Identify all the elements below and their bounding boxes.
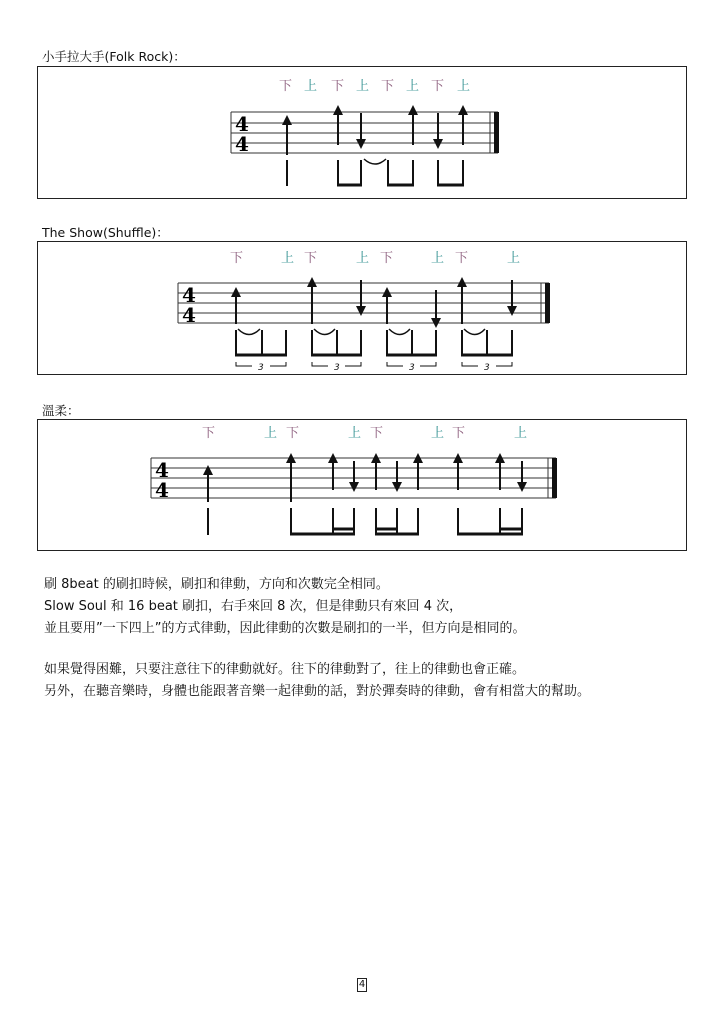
up-arrow: [495, 453, 505, 490]
strum-label: 下: [202, 426, 216, 441]
strum-label: 上: [348, 426, 362, 441]
text-line: 刷 8beat 的刷扣時候，刷扣和律動，方向和次數完全相同。: [44, 577, 389, 592]
strum-label: 下: [380, 251, 394, 266]
strum-label: 上: [431, 251, 445, 266]
strum-label: 上: [457, 79, 471, 94]
score-box-gentle: [37, 419, 687, 551]
strum-label: 下: [304, 251, 318, 266]
strum-label: 下: [381, 79, 395, 94]
explanation-paragraph-1: [44, 574, 525, 640]
triplet-notation: [235, 329, 513, 366]
strum-label: 下: [279, 79, 293, 94]
score-gentle: [38, 420, 688, 552]
strum-label: 上: [264, 426, 278, 441]
score-folk-rock: [38, 67, 688, 200]
strum-label: 上: [356, 251, 370, 266]
strum-label: 上: [304, 79, 318, 94]
text-line: 另外，在聽音樂時，身體也能跟著音樂一起律動的話，對於彈奏時的律動，會有相當大的幫助。: [44, 684, 591, 699]
time-sig-top: 4: [155, 458, 169, 482]
score-box-folk-rock: [37, 66, 687, 199]
section-title-folk-rock: 小手拉大手(Folk Rock)：: [42, 49, 186, 64]
strum-label: 上: [514, 426, 528, 441]
score-box-shuffle: [37, 241, 687, 375]
down-arrow: [356, 280, 366, 316]
up-arrow: [282, 115, 292, 155]
triplet-label: 3: [409, 363, 415, 373]
strum-label: 下: [370, 426, 384, 441]
section-title-gentle: 溫柔：: [42, 403, 80, 418]
strum-label: 下: [431, 79, 445, 94]
down-arrow: [507, 280, 517, 316]
strum-label: 下: [455, 251, 469, 266]
up-arrow: [458, 105, 468, 145]
down-arrow: [392, 461, 402, 492]
up-arrow: [371, 453, 381, 490]
triplet-label: 3: [484, 363, 490, 373]
strum-label: 下: [331, 79, 345, 94]
time-sig-bottom: 4: [155, 478, 169, 502]
time-sig-top: 4: [235, 112, 249, 136]
up-arrow: [203, 465, 213, 502]
rhythm-notation: [287, 159, 464, 186]
strum-label: 下: [452, 426, 466, 441]
explanation-paragraph-2: [44, 659, 590, 703]
up-arrow: [457, 277, 467, 324]
up-arrow: [413, 453, 423, 490]
strum-label: 上: [406, 79, 420, 94]
time-sig-top: 4: [182, 283, 196, 307]
time-sig-bottom: 4: [235, 132, 249, 156]
strum-label: 上: [281, 251, 295, 266]
section-title-shuffle: The Show(Shuffle)：: [42, 225, 169, 240]
text-line: Slow Soul 和 16 beat 刷扣，右手來回 8 次，但是律動只有來回 4 次，: [44, 599, 463, 614]
down-arrow: [356, 113, 366, 149]
strum-label: 上: [507, 251, 521, 266]
up-arrow: [328, 453, 338, 490]
strum-label: 上: [431, 426, 445, 441]
triplet-label: 3: [258, 363, 264, 373]
triplet-label: 3: [334, 363, 340, 373]
up-arrow: [453, 453, 463, 490]
time-sig-bottom: 4: [182, 303, 196, 327]
up-arrow: [333, 105, 343, 145]
strum-label: 下: [230, 251, 244, 266]
down-arrow: [349, 461, 359, 492]
strum-label: 下: [286, 426, 300, 441]
text-line: 並且要用”一下四上”的方式律動，因此律動的次數是刷扣的一半，但方向是相同的。: [44, 621, 526, 636]
score-shuffle: [38, 242, 688, 376]
down-arrow: [433, 113, 443, 149]
text-line: 如果覺得困難，只要注意往下的律動就好。往下的律動對了，往上的律動也會正確。: [44, 662, 526, 677]
rhythm-notation: [208, 508, 523, 535]
up-arrow: [408, 105, 418, 145]
up-arrow: [307, 277, 317, 324]
down-arrow: [517, 461, 527, 492]
page-number: 4: [358, 979, 366, 990]
down-arrow: [431, 290, 441, 328]
strum-label: 上: [356, 79, 370, 94]
